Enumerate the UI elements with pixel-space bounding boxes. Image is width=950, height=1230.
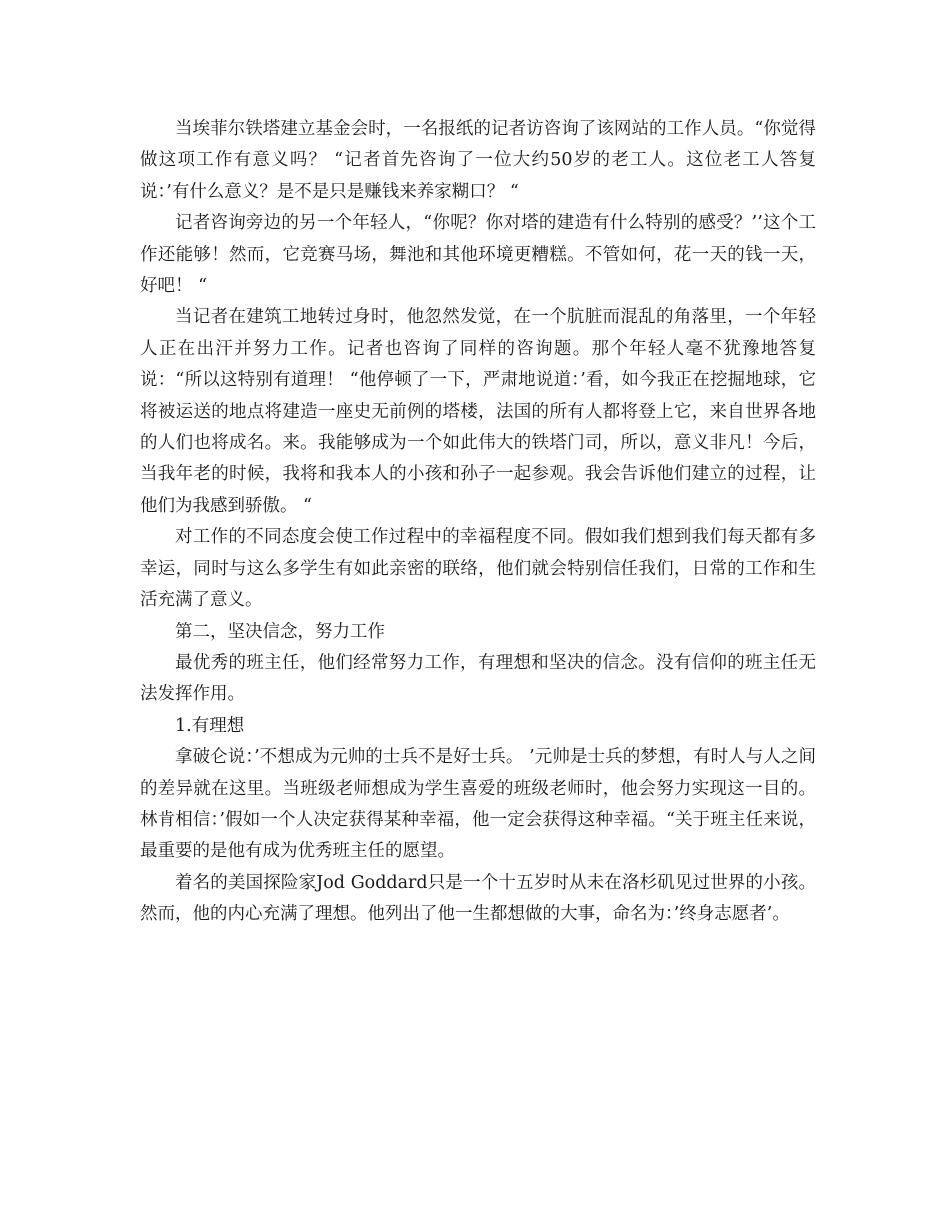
paragraph-goddard: 着名的美国探险家Jod Goddard只是一个十五岁时从未在洛杉矶见过世界的小孩。然而，他的内心充满了理想。他列出了他一生都想做的大事，命名为：’终身志愿者’。 xyxy=(140,872,816,925)
body-text xyxy=(140,114,816,931)
paragraph-napoleon: 拿破仑说：’不想成为元帅的士兵不是好士兵。 ’元帅是士兵的梦想，有时人与人之间的差异就在这里。当班级老师想成为学生喜爱的班级老师时，他会努力实现这一目的。林肯相信：’假如一个人决定获得某种幸福，他一定会获得这种幸福。“关于班主任来说，最重要的是他有成为优秀班主任的愿望。 xyxy=(140,747,816,862)
paragraph-best-teachers: 最优秀的班主任，他们经常努力工作，有理想和坚决的信念。没有信仰的班主任无法发挥作用。 xyxy=(140,652,816,705)
paragraph-attitude: 对工作的不同态度会使工作过程中的幸福程度不同。假如我们想到我们每天都有多幸运，同时与这么多学生有如此亲密的联络，他们就会特别信任我们，日常的工作和生活充满了意义。 xyxy=(140,527,816,611)
paragraph-young-man-reply: 记者咨询旁边的另一个年轻人，“你呢？你对塔的建造有什么特别的感受？’’这个工作还能够！然而，它竞赛马场，舞池和其他环境更糟糕。不管如何，花一天的钱一天，好吧！ “ xyxy=(140,213,816,297)
paragraph-worker-story: 当记者在建筑工地转过身时，他忽然发觉，在一个肮脏而混乱的角落里，一个年轻人正在出汗并努力工作。记者也咨询了同样的咨询题。那个年轻人毫不犹豫地答复说：“所以这特别有道理！ “他停顿了一下，严肃地说道：’看，如今我正在挖掘地球，它将被运送的地点将建造一座史无前例的塔楼，法国的所有人都将登上它，来自世界各地的人们也将成名。来。我能够成为一个如此伟大的铁塔门司，所以，意义非凡！今后，当我年老的时候，我将和我本人的小孩和孙子一起参观。我会告诉他们建立的过程，让他们为我感到骄傲。 “ xyxy=(140,307,816,516)
subheading-ideals: 1.有理想 xyxy=(175,715,245,736)
paragraph-eiffel-intro: 当埃菲尔铁塔建立基金会时，一名报纸的记者访咨询了该网站的工作人员。“你觉得做这项工作有意义吗？ “记者首先咨询了一位大约50岁的老工人。这位老工人答复说：’有什么意义？是不是只是赚钱来养家糊口？ “ xyxy=(140,119,816,202)
section-heading-belief: 第二，坚决信念，努力工作 xyxy=(175,621,385,642)
